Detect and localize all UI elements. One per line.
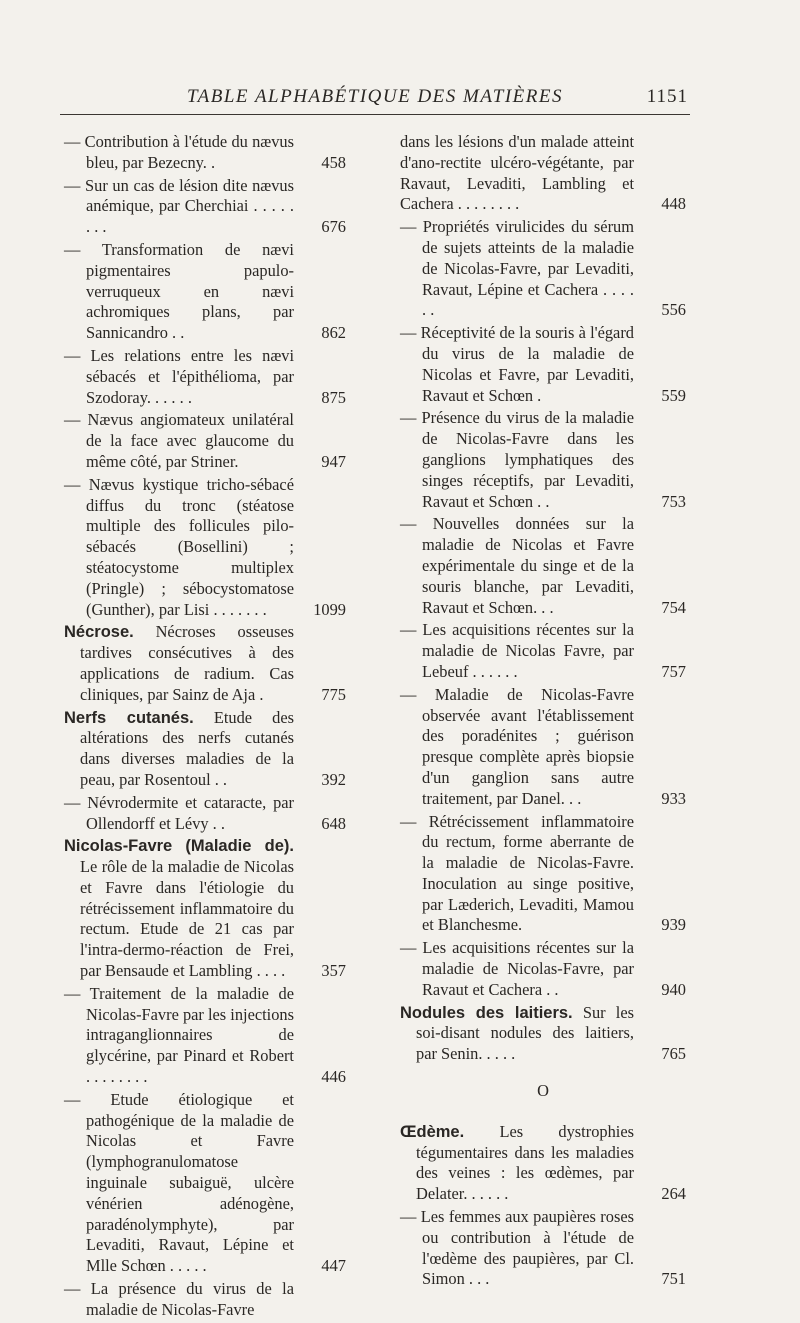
- entry-text: — Transformation de nævi pigmentaires papulo-verruqueux en nævi achromiques plans, par Sannicandro . .: [64, 239, 294, 343]
- entry-text: — Contribution à l'étude du nævus bleu, par Bezecny. .: [64, 132, 294, 172]
- entry-text: — Traitement de la maladie de Nicolas-Favre par les injections intraganglionnaires de glycérine, par Pinard et Robert . . . . . . . .: [64, 983, 295, 1087]
- index-entry: [64, 984, 346, 1088]
- entry-page-number: 556: [661, 300, 686, 320]
- entry-text: Etude des altérations des nerfs cutanés dans diverses maladies de la peau, par Rosentoul . .: [80, 707, 294, 789]
- entry-page-number: 765: [661, 1044, 686, 1064]
- index-entry: [400, 1122, 686, 1205]
- entry-text: — Rétrécissement inflammatoire du rectum, forme aberrante de la maladie de Nicolas-Favre. Inoculation au singe positive, par Læderich, Levaditi, Mamou et Blanchesme.: [400, 811, 634, 935]
- entry-page-number: 448: [661, 194, 686, 214]
- index-entry: [64, 836, 346, 982]
- entry-text: — La présence du virus de la maladie de Nicolas-Favre: [64, 1279, 294, 1319]
- entry-page-number: 753: [661, 491, 686, 511]
- index-entry: [400, 514, 686, 618]
- entry-page-number: 357: [321, 961, 346, 981]
- running-header: [60, 86, 690, 115]
- entry-page-number: 559: [661, 385, 686, 405]
- index-entry: [64, 622, 346, 705]
- right-column: [400, 132, 686, 1292]
- entry-page-number: 875: [321, 387, 346, 407]
- entry-text: — Maladie de Nicolas-Favre observée avant l'établissement des poradénites ; guérison presque complète après biopsie d'un ganglion sans autre traitement, par Danel. . .: [400, 684, 634, 808]
- entry-page-number: 751: [661, 1269, 686, 1289]
- index-entry: [400, 217, 686, 321]
- entry-heading: Œdème.: [400, 1122, 465, 1141]
- entry-page-number: 1099: [313, 599, 346, 619]
- entry-text: — Réceptivité de la souris à l'égard du virus de la maladie de Nicolas et Favre, par Levaditi, Ravaut et Schœn .: [400, 323, 634, 405]
- entry-text: — Nouvelles données sur la maladie de Nicolas et Favre expérimentale du singe et de la souris blanche, par Levaditi, Ravaut et Schœn. . .: [400, 514, 634, 617]
- index-entry: [64, 176, 346, 238]
- index-entry: [64, 132, 346, 174]
- left-column: [64, 132, 346, 1323]
- entry-text: — Propriétés virulicides du sérum de sujets atteints de la maladie de Nicolas-Favre, par Levaditi, Ravaut, Lépine et Cachera . . . . . .: [400, 217, 634, 320]
- index-entry: [64, 1279, 346, 1321]
- index-entry: [400, 132, 686, 215]
- section-letter: O: [537, 1081, 549, 1101]
- entry-page-number: 775: [321, 684, 346, 704]
- entry-page-number: 933: [661, 788, 686, 808]
- index-entry: [400, 685, 686, 810]
- entry-text: Les dystrophies tégumentaires dans les maladies des veines : les œdèmes, par Delater. . . . . .: [416, 1121, 634, 1204]
- page-number: 1151: [646, 86, 688, 107]
- entry-text: — Les relations entre les nævi sébacés et l'épithélioma, par Szodoray. . . . . .: [64, 345, 294, 407]
- index-entry: [64, 240, 346, 344]
- entry-text: — Présence du virus de la maladie de Nicolas-Favre dans les ganglions lymphatiques des singes réceptifs, par Levaditi, Ravaut et Schœn . .: [400, 408, 634, 511]
- entry-heading: Nécrose.: [64, 623, 134, 642]
- entry-text: — Les femmes aux paupières roses ou contribution à l'étude de l'œdème des paupières, par Cl. Simon . . .: [400, 1207, 634, 1289]
- entry-text: — Etude étiologique et pathogénique de la maladie de Nicolas et Favre (lymphogranulomatose inguinale subaiguë, ulcère vénérien adénogène, paradénolymphyte), par Levaditi, Ravaut, Lépine et Mlle Schœn . . . . .: [64, 1089, 294, 1276]
- index-entry: [400, 938, 686, 1000]
- entry-text: — Les acquisitions récentes sur la maladie de Nicolas Favre, par Lebeuf . . . . . .: [400, 620, 634, 681]
- entry-page-number: 940: [661, 979, 686, 999]
- index-entry: [64, 793, 346, 835]
- entry-text: — Nævus angiomateux unilatéral de la face avec glaucome du même côté, par Striner.: [64, 410, 294, 471]
- entry-page-number: 446: [321, 1067, 346, 1087]
- index-entry: [64, 708, 346, 791]
- index-entry: [400, 408, 686, 512]
- entry-page-number: 447: [321, 1256, 346, 1276]
- index-entry: [400, 620, 686, 682]
- entry-page-number: 757: [661, 661, 686, 681]
- entry-text: — Les acquisitions récentes sur la maladie de Nicolas-Favre, par Ravaut et Cachera . .: [400, 938, 634, 999]
- index-entry: [64, 475, 346, 621]
- entry-page-number: 648: [321, 813, 346, 833]
- entry-page-number: 947: [321, 451, 346, 471]
- index-entry: [64, 1090, 346, 1277]
- page-title: TABLE ALPHABÉTIQUE DES MATIÈRES: [187, 86, 563, 107]
- entry-page-number: 939: [661, 915, 686, 935]
- entry-text: Nécroses osseuses tardives consécutives à des applications de radium. Cas cliniques, par Sainz de Aja .: [80, 622, 294, 704]
- entry-text: — Sur un cas de lésion dite nævus anémique, par Cherchiai . . . . . . . .: [64, 175, 294, 237]
- index-entry: [64, 410, 346, 472]
- index-entry: [400, 812, 686, 937]
- index-entry: [64, 346, 346, 408]
- entry-text: Le rôle de la maladie de Nicolas et Favre dans l'étiologie du rétrécissement inflammatoire du rectum. Etude de 21 cas par l'intra-dermo-réaction de Frei, par Bensaude et Lambling . . . .: [80, 857, 294, 981]
- entry-heading: Nerfs cutanés.: [64, 708, 194, 727]
- entry-text: dans les lésions d'un malade atteint d'ano-rectite ulcéro-végétante, par Ravaut, Levaditi, Lambling et Cachera . . . . . . . .: [400, 132, 634, 214]
- entry-text: Sur les soi-disant nodules des laitiers, par Senin. . . . .: [416, 1002, 634, 1064]
- entry-page-number: 676: [321, 217, 346, 237]
- entry-page-number: 862: [321, 323, 346, 343]
- entry-heading: Nicolas-Favre (Maladie de).: [64, 837, 294, 856]
- entry-heading: Nodules des laitiers.: [400, 1003, 573, 1022]
- index-entry: [400, 1207, 686, 1290]
- entry-text: — Nævus kystique tricho-sébacé diffus du tronc (stéatose multiple des follicules pilo-sébacés (Bosellini) ; stéatocystome multiplex (Pringle) ; sébocystomatose (Gunther), par Lisi . . . . . . .: [64, 474, 294, 619]
- entry-page-number: 754: [661, 597, 686, 617]
- entry-page-number: 392: [321, 769, 346, 789]
- entry-page-number: 264: [661, 1184, 686, 1204]
- index-entry: [400, 1003, 686, 1065]
- index-entry: [400, 323, 686, 406]
- entry-text: — Névrodermite et cataracte, par Ollendorff et Lévy . .: [64, 792, 294, 833]
- entry-page-number: 458: [321, 152, 346, 172]
